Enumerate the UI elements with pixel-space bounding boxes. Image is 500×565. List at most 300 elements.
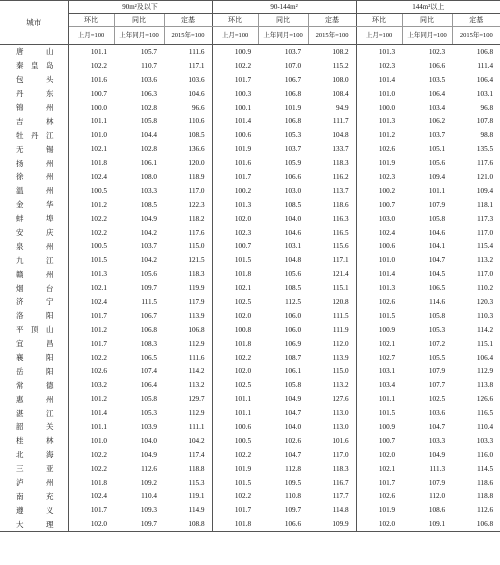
value-cell: 101.8 <box>68 476 114 490</box>
value-cell: 108.0 <box>332 75 349 84</box>
sub-header: 定基 <box>308 14 356 27</box>
value-cell: 100.0 <box>68 101 114 115</box>
value-cell: 126.6 <box>476 395 494 404</box>
value-cell: 112.9 <box>477 367 494 376</box>
value-cell: 119.9 <box>188 284 205 293</box>
value-cell: 102.0 <box>212 364 258 378</box>
table-row <box>0 517 500 531</box>
value-cell: 102.5 <box>212 378 258 392</box>
city-cell: 泉州 <box>0 239 68 253</box>
value-cell: 113.2 <box>188 381 205 390</box>
value-cell: 103.6 <box>188 75 205 84</box>
value-cell: 102.3 <box>428 47 446 56</box>
value-cell: 106.5 <box>428 284 446 293</box>
value-cell: 110.8 <box>285 492 302 501</box>
value-cell: 101.8 <box>212 267 258 281</box>
value-cell: 100.7 <box>356 434 402 448</box>
value-cell: 102.3 <box>212 226 258 240</box>
base-header: 上年同月=100 <box>114 27 164 45</box>
value-cell: 106.8 <box>284 117 302 126</box>
value-cell: 106.5 <box>140 353 157 362</box>
base-header: 2015年=100 <box>452 27 500 45</box>
value-cell: 109.5 <box>284 478 302 487</box>
value-cell: 121.0 <box>476 172 494 181</box>
value-cell: 101.7 <box>68 337 114 351</box>
value-cell: 113.9 <box>188 311 205 320</box>
value-cell: 96.8 <box>480 103 494 112</box>
value-cell: 104.1 <box>428 242 446 251</box>
value-cell: 100.5 <box>68 239 114 253</box>
value-cell: 103.7 <box>284 145 302 154</box>
value-cell: 110.4 <box>141 492 157 501</box>
value-cell: 101.8 <box>68 156 114 170</box>
value-cell: 111.3 <box>429 464 446 473</box>
value-cell: 109.7 <box>140 284 157 293</box>
value-cell: 101.3 <box>212 198 258 212</box>
value-cell: 100.7 <box>356 198 402 212</box>
value-cell: 103.3 <box>476 436 494 445</box>
value-cell: 100.6 <box>212 420 258 434</box>
value-cell: 106.1 <box>140 159 157 168</box>
value-cell: 101.2 <box>68 323 114 337</box>
value-cell: 106.8 <box>284 89 302 98</box>
group-header-label: 90m²及以下 <box>122 3 158 11</box>
value-cell: 101.9 <box>212 462 258 476</box>
value-cell: 101.4 <box>356 267 402 281</box>
value-cell: 111.6 <box>188 47 205 56</box>
value-cell: 107.8 <box>476 117 494 126</box>
city-cell: 蚌埠 <box>0 212 68 226</box>
value-cell: 103.3 <box>140 186 157 195</box>
city-column-header: 城市 <box>0 1 68 45</box>
value-cell: 102.1 <box>68 142 114 156</box>
table-row <box>0 128 500 142</box>
table-row <box>0 364 500 378</box>
value-cell: 118.8 <box>477 492 494 501</box>
value-cell: 113.8 <box>477 381 494 390</box>
value-cell: 116.7 <box>332 478 349 487</box>
value-cell: 104.0 <box>140 436 157 445</box>
value-cell: 100.2 <box>356 184 402 198</box>
value-cell: 101.9 <box>284 103 302 112</box>
city-cell: 扬州 <box>0 156 68 170</box>
value-cell: 118.3 <box>188 270 205 279</box>
value-cell: 101.1 <box>356 392 402 406</box>
value-cell: 104.9 <box>140 214 157 223</box>
city-cell: 三亚 <box>0 462 68 476</box>
value-cell: 135.5 <box>476 145 494 154</box>
value-cell: 109.3 <box>140 506 157 515</box>
base-header: 上年同月=100 <box>258 27 308 45</box>
value-cell: 102.7 <box>356 351 402 365</box>
value-cell: 111.1 <box>188 422 205 431</box>
table-row <box>0 281 500 295</box>
value-cell: 108.0 <box>140 172 157 181</box>
table-row <box>0 448 500 462</box>
value-cell: 102.2 <box>212 59 258 73</box>
value-cell: 101.9 <box>212 142 258 156</box>
value-cell: 122.3 <box>188 200 205 209</box>
city-cell: 桂林 <box>0 434 68 448</box>
value-cell: 105.8 <box>284 381 302 390</box>
value-cell: 114.6 <box>429 297 446 306</box>
city-cell: 北海 <box>0 448 68 462</box>
value-cell: 111.6 <box>188 353 205 362</box>
value-cell: 102.2 <box>68 448 114 462</box>
value-cell: 102.4 <box>68 490 114 504</box>
value-cell: 101.6 <box>68 73 114 87</box>
city-cell: 九江 <box>0 253 68 267</box>
group-header-small <box>68 1 212 14</box>
value-cell: 112.0 <box>332 339 349 348</box>
city-cell: 遵义 <box>0 503 68 517</box>
value-cell: 105.3 <box>284 131 302 140</box>
value-cell: 103.4 <box>356 378 402 392</box>
value-cell: 112.5 <box>285 297 302 306</box>
city-cell: 湛江 <box>0 406 68 420</box>
value-cell: 106.4 <box>476 75 494 84</box>
value-cell: 101.7 <box>212 503 258 517</box>
city-cell: 济宁 <box>0 295 68 309</box>
sub-header: 环比 <box>68 14 114 27</box>
value-cell: 108.5 <box>284 200 302 209</box>
table-row <box>0 212 500 226</box>
value-cell: 120.3 <box>476 297 494 306</box>
value-cell: 102.2 <box>68 212 114 226</box>
city-cell: 唐山 <box>0 45 68 59</box>
value-cell: 102.6 <box>356 490 402 504</box>
value-cell: 102.6 <box>68 364 114 378</box>
value-cell: 117.0 <box>332 450 349 459</box>
value-cell: 103.1 <box>356 364 402 378</box>
value-cell: 102.1 <box>356 337 402 351</box>
value-cell: 105.8 <box>428 214 446 223</box>
value-cell: 101.0 <box>68 434 114 448</box>
value-cell: 101.3 <box>356 45 402 59</box>
value-cell: 117.0 <box>188 186 205 195</box>
value-cell: 100.1 <box>212 101 258 115</box>
value-cell: 113.0 <box>332 409 349 418</box>
value-cell: 100.6 <box>212 128 258 142</box>
base-header-row <box>0 27 500 45</box>
value-cell: 102.4 <box>68 170 114 184</box>
value-cell: 104.9 <box>284 395 302 404</box>
value-cell: 117.1 <box>188 61 205 70</box>
value-cell: 108.8 <box>164 517 212 531</box>
value-cell: 105.6 <box>140 270 157 279</box>
city-cell: 洛阳 <box>0 309 68 323</box>
value-cell: 101.1 <box>68 114 114 128</box>
value-cell: 108.3 <box>140 339 157 348</box>
value-cell: 102.1 <box>68 281 114 295</box>
value-cell: 104.8 <box>284 256 302 265</box>
group-header-label: 90-144m² <box>270 3 298 11</box>
value-cell: 101.5 <box>212 253 258 267</box>
value-cell: 100.9 <box>356 420 402 434</box>
value-cell: 101.3 <box>356 281 402 295</box>
table-body <box>0 45 500 532</box>
value-cell: 109.4 <box>476 186 494 195</box>
value-cell: 107.9 <box>428 367 446 376</box>
value-cell: 106.8 <box>476 47 494 56</box>
value-cell: 120.8 <box>332 297 349 306</box>
value-cell: 100.5 <box>68 184 114 198</box>
value-cell: 111.9 <box>332 325 349 334</box>
base-header: 2015年=100 <box>308 27 356 45</box>
value-cell: 108.5 <box>140 200 157 209</box>
value-cell: 129.7 <box>188 395 205 404</box>
value-cell: 101.8 <box>212 517 258 531</box>
value-cell: 102.0 <box>68 517 114 531</box>
value-cell: 104.6 <box>284 228 302 237</box>
sub-header: 同比 <box>258 14 308 27</box>
value-cell: 114.9 <box>188 506 205 515</box>
value-cell: 110.4 <box>477 422 494 431</box>
city-cell: 韶关 <box>0 420 68 434</box>
city-cell: 牡丹江 <box>0 128 68 142</box>
value-cell: 105.8 <box>428 311 446 320</box>
value-cell: 107.9 <box>428 478 446 487</box>
value-cell: 104.2 <box>188 436 205 445</box>
city-cell: 秦皇岛 <box>0 59 68 73</box>
table-row <box>0 406 500 420</box>
value-cell: 104.0 <box>284 214 302 223</box>
base-header: 上月=100 <box>356 27 402 45</box>
value-cell: 115.1 <box>477 339 494 348</box>
value-cell: 100.6 <box>356 239 402 253</box>
value-cell: 117.0 <box>477 228 494 237</box>
city-cell: 丹东 <box>0 87 68 101</box>
value-cell: 116.5 <box>332 228 349 237</box>
value-cell: 101.5 <box>356 309 402 323</box>
value-cell: 121.4 <box>332 270 349 279</box>
value-cell: 103.1 <box>284 242 302 251</box>
group-header-label: 144m²以上 <box>412 3 445 11</box>
value-cell: 101.8 <box>212 337 258 351</box>
value-cell: 101.2 <box>356 128 402 142</box>
value-cell: 115.3 <box>188 478 205 487</box>
city-cell: 锦州 <box>0 101 68 115</box>
value-cell: 109.7 <box>284 506 302 515</box>
value-cell: 100.7 <box>68 87 114 101</box>
table-row <box>0 337 500 351</box>
table-row <box>0 392 500 406</box>
value-cell: 105.3 <box>140 409 157 418</box>
value-cell: 101.0 <box>356 87 402 101</box>
city-cell: 岳阳 <box>0 364 68 378</box>
value-cell: 101.2 <box>68 198 114 212</box>
value-cell: 102.5 <box>428 395 446 404</box>
value-cell: 106.8 <box>140 325 157 334</box>
value-cell: 112.6 <box>141 464 157 473</box>
value-cell: 104.7 <box>284 450 302 459</box>
value-cell: 106.6 <box>284 172 302 181</box>
value-cell: 102.4 <box>68 295 114 309</box>
value-cell: 127.6 <box>332 395 349 404</box>
city-cell: 吉林 <box>0 114 68 128</box>
value-cell: 106.0 <box>284 325 302 334</box>
value-cell: 105.8 <box>140 395 157 404</box>
value-cell: 112.9 <box>188 409 205 418</box>
value-cell: 101.7 <box>68 503 114 517</box>
city-cell: 泸州 <box>0 476 68 490</box>
value-cell: 117.0 <box>477 270 494 279</box>
value-cell: 104.4 <box>140 131 157 140</box>
value-cell: 115.2 <box>332 61 349 70</box>
value-cell: 106.1 <box>284 367 302 376</box>
value-cell: 118.8 <box>188 464 205 473</box>
value-cell: 113.9 <box>332 353 349 362</box>
table-row <box>0 87 500 101</box>
value-cell: 103.1 <box>476 89 494 98</box>
value-cell: 101.9 <box>356 156 402 170</box>
value-cell: 103.6 <box>140 75 157 84</box>
value-cell: 102.0 <box>356 448 402 462</box>
value-cell: 103.7 <box>428 131 446 140</box>
value-cell: 103.5 <box>428 75 446 84</box>
value-cell: 110.3 <box>477 311 494 320</box>
value-cell: 101.4 <box>68 406 114 420</box>
table-row <box>0 114 500 128</box>
value-cell: 101.1 <box>428 186 446 195</box>
value-cell: 104.6 <box>188 89 205 98</box>
value-cell: 102.0 <box>212 309 258 323</box>
value-cell: 103.0 <box>284 186 302 195</box>
value-cell: 104.7 <box>428 256 446 265</box>
value-cell: 110.6 <box>188 117 205 126</box>
city-cell: 徐州 <box>0 170 68 184</box>
value-cell: 112.6 <box>477 506 494 515</box>
value-cell: 117.7 <box>332 492 349 501</box>
value-cell: 103.0 <box>356 212 402 226</box>
value-cell: 104.8 <box>332 131 349 140</box>
city-cell: 襄阳 <box>0 351 68 365</box>
value-cell: 117.6 <box>477 159 494 168</box>
value-cell: 102.2 <box>212 448 258 462</box>
table-row <box>0 226 500 240</box>
value-cell: 118.3 <box>332 464 349 473</box>
sub-header: 定基 <box>452 14 500 27</box>
value-cell: 101.5 <box>356 406 402 420</box>
table-row <box>0 420 500 434</box>
table-row <box>0 309 500 323</box>
value-cell: 105.9 <box>284 159 302 168</box>
table-row <box>0 434 500 448</box>
table-row <box>0 267 500 281</box>
value-cell: 100.2 <box>212 184 258 198</box>
value-cell: 111.4 <box>477 61 494 70</box>
table-row <box>0 378 500 392</box>
table-row <box>0 253 500 267</box>
value-cell: 104.9 <box>428 450 446 459</box>
value-cell: 136.6 <box>188 145 205 154</box>
value-cell: 106.7 <box>140 311 157 320</box>
value-cell: 101.6 <box>332 436 349 445</box>
value-cell: 102.6 <box>356 295 402 309</box>
value-cell: 104.9 <box>140 450 157 459</box>
value-cell: 113.2 <box>332 381 349 390</box>
value-cell: 103.2 <box>68 378 114 392</box>
value-cell: 117.3 <box>477 214 494 223</box>
value-cell: 105.6 <box>428 159 446 168</box>
table-row <box>0 503 500 517</box>
value-cell: 102.2 <box>68 462 114 476</box>
value-cell: 106.8 <box>188 325 205 334</box>
value-cell: 116.3 <box>332 214 349 223</box>
value-cell: 94.9 <box>335 103 349 112</box>
value-cell: 110.7 <box>141 61 157 70</box>
value-cell: 101.7 <box>212 170 258 184</box>
table-row <box>0 73 500 87</box>
value-cell: 103.6 <box>428 409 446 418</box>
value-cell: 112.8 <box>285 464 302 473</box>
table-row <box>0 323 500 337</box>
city-cell: 南充 <box>0 490 68 504</box>
value-cell: 106.0 <box>284 311 302 320</box>
city-cell: 惠州 <box>0 392 68 406</box>
table-row <box>0 351 500 365</box>
value-cell: 108.6 <box>428 506 446 515</box>
value-cell: 114.8 <box>332 506 349 515</box>
value-cell: 115.1 <box>332 284 349 293</box>
value-cell: 106.6 <box>258 517 308 531</box>
value-cell: 115.0 <box>188 242 205 251</box>
city-cell: 宜昌 <box>0 337 68 351</box>
value-cell: 108.4 <box>332 89 349 98</box>
value-cell: 102.2 <box>68 226 114 240</box>
value-cell: 101.0 <box>356 253 402 267</box>
value-cell: 114.2 <box>188 367 205 376</box>
value-cell: 106.8 <box>452 517 500 531</box>
value-cell: 102.5 <box>212 295 258 309</box>
value-cell: 118.9 <box>188 172 205 181</box>
value-cell: 113.0 <box>332 422 349 431</box>
value-cell: 101.1 <box>68 45 114 59</box>
city-cell: 常德 <box>0 378 68 392</box>
value-cell: 117.1 <box>332 256 349 265</box>
table-row <box>0 184 500 198</box>
value-cell: 102.2 <box>212 490 258 504</box>
value-cell: 107.9 <box>428 200 446 209</box>
group-header-large <box>356 1 500 14</box>
value-cell: 100.3 <box>212 87 258 101</box>
value-cell: 103.7 <box>284 47 302 56</box>
value-cell: 107.0 <box>284 61 302 70</box>
value-cell: 112.9 <box>188 339 205 348</box>
value-cell: 116.0 <box>477 450 494 459</box>
value-cell: 96.6 <box>191 103 205 112</box>
value-cell: 104.0 <box>284 422 302 431</box>
sub-header: 同比 <box>402 14 452 27</box>
value-cell: 106.4 <box>140 381 157 390</box>
value-cell: 108.7 <box>284 353 302 362</box>
table-row <box>0 239 500 253</box>
value-cell: 100.9 <box>356 323 402 337</box>
value-cell: 108.5 <box>188 131 205 140</box>
value-cell: 120.0 <box>188 159 205 168</box>
value-cell: 101.7 <box>356 476 402 490</box>
value-cell: 113.7 <box>332 186 349 195</box>
value-cell: 118.3 <box>332 159 349 168</box>
city-cell: 烟台 <box>0 281 68 295</box>
table-row <box>0 170 500 184</box>
sub-header: 环比 <box>212 14 258 27</box>
base-header: 上年同月=100 <box>402 27 452 45</box>
value-cell: 105.3 <box>428 325 446 334</box>
value-cell: 113.2 <box>477 256 494 265</box>
value-cell: 104.2 <box>140 256 157 265</box>
value-cell: 102.4 <box>356 226 402 240</box>
